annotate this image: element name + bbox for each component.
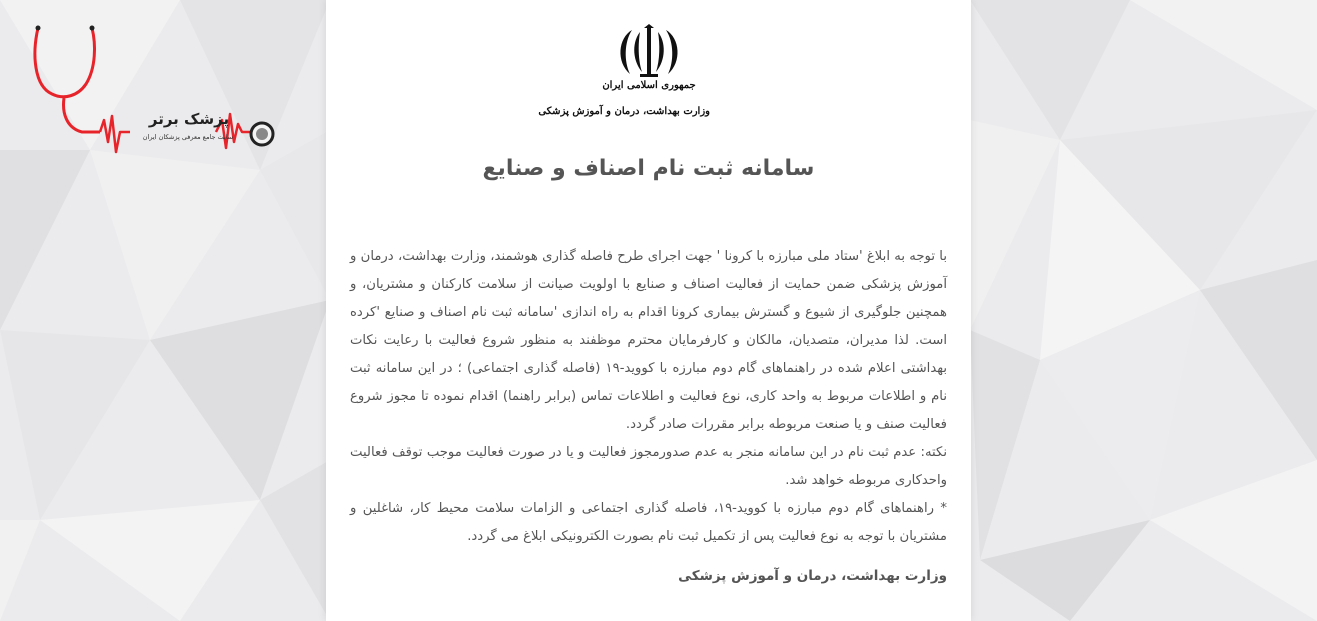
- brand-tagline: سایت جامع معرفی پزشکان ایران: [142, 133, 234, 141]
- ministry-emblem: [538, 24, 710, 128]
- emblem-ministry-name: وزارت بهداشت، درمان و آموزش پزشکی: [538, 106, 710, 117]
- emblem-country-name: جمهوری اسلامی ایران: [602, 80, 696, 91]
- guidelines-paragraph: * راهنماهای گام دوم مبارزه با کووید-۱۹، فاصله گذاری اجتماعی و الزامات سلامت محیط کار، شاغلین و مشتریان با توجه به نوع فعالیت پس از تکمیل ثبت نام بصورت الکترونیکی ابلاغ می گردد.: [350, 501, 947, 544]
- page-title: سامانه ثبت نام اصناف و صنایع: [482, 156, 815, 181]
- main-card: [326, 0, 971, 621]
- intro-text: [350, 243, 947, 551]
- brand-logo[interactable]: [30, 24, 280, 156]
- iran-emblem-icon: [588, 24, 710, 80]
- signature: وزارت بهداشت، درمان و آموزش پزشکی: [678, 568, 947, 584]
- note-paragraph: نکته: عدم ثبت نام در این سامانه منجر به عدم صدورمجوز فعالیت و یا در صورت فعالیت موجب توقف فعالیت واحدکاری مربوطه خواهد شد.: [350, 445, 947, 488]
- brand-name: پزشک برتر: [148, 110, 230, 128]
- intro-paragraph: با توجه به ابلاغ 'ستاد ملی مبارزه با کرونا ' جهت اجرای طرح فاصله گذاری هوشمند، وزارت بهداشت، درمان و آموزش پزشکی ضمن حمایت از فعالیت اصناف و صنایع با اولویت صیانت از سلامت کارکنان و مشتریان، و همچنین جلوگیری از شیوع و گسترش بیماری کرونا اقدام به راه اندازی 'سامانه ثبت نام اصناف و صنایع 'کرده است. لذا مدیران، متصدیان، مالکان و کارفرمایان محترم موظفند به منظور شروع فعالیت با رعایت نکات بهداشتی اعلام شده در راهنماهای گام دوم مبارزه با کووید-۱۹ (فاصله گذاری اجتماعی) ؛ در این سامانه ثبت نام و اطلاعات مربوط به واحد کاری، نوع فعالیت و اطلاعات تماس (برابر راهنما) اقدام نموده تا مجوز شروع فعالیت صنف و یا صنعت مربوطه برابر مقررات صادر گردد.: [350, 249, 947, 432]
